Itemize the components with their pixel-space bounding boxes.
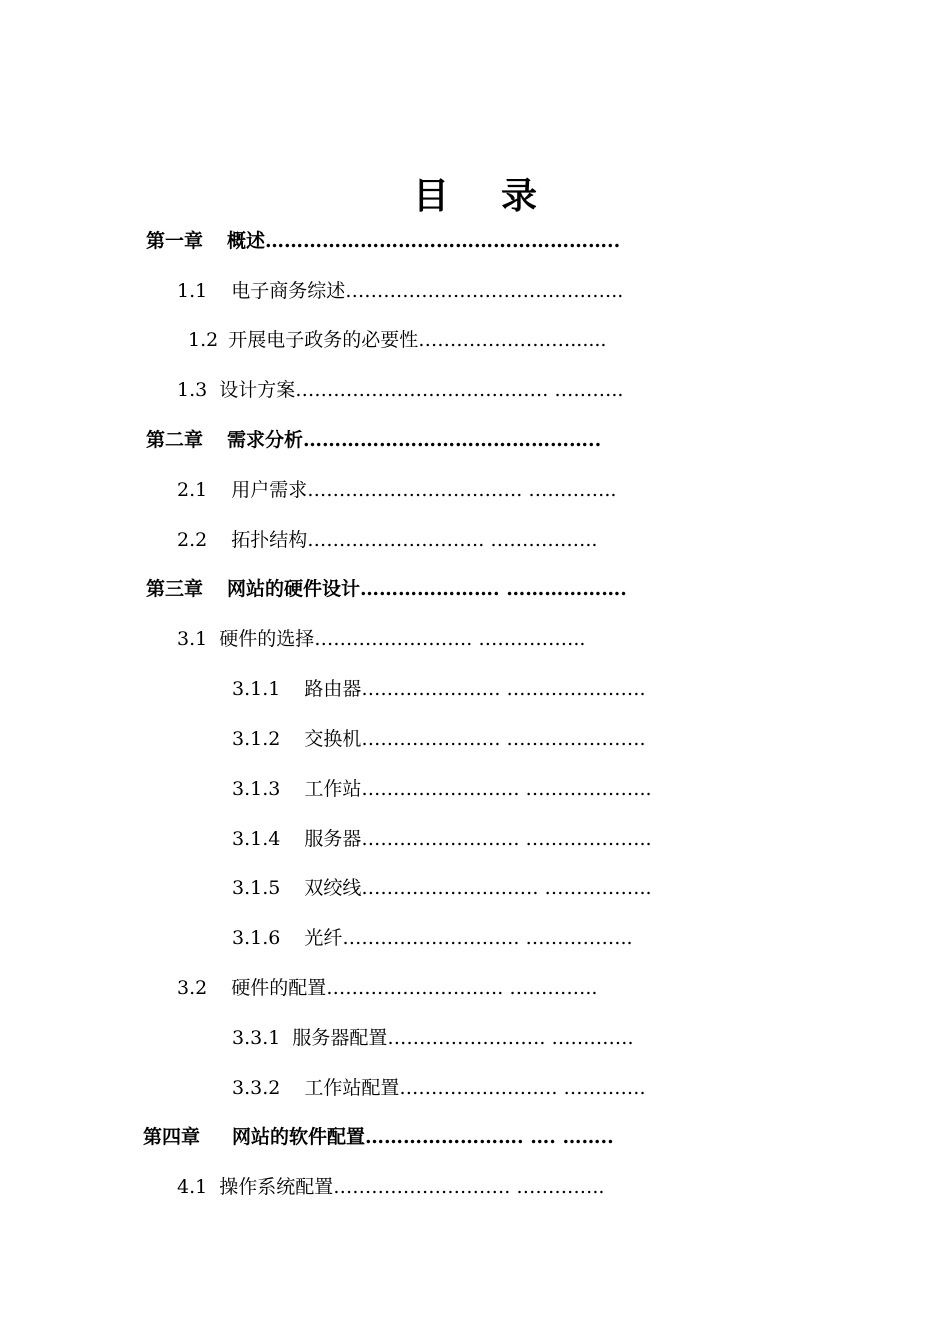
toc-entry-number: 3.1.2 [232, 728, 281, 750]
toc-entry-label: 服务器 [304, 828, 362, 850]
toc-entry-leader: ………………………. ………….. [326, 977, 598, 999]
toc-entry-label: 交换机 [304, 728, 362, 750]
toc-entry-number: 1.2 [188, 329, 219, 351]
toc-entry-chapter[interactable] [146, 574, 627, 604]
toc-entry-section[interactable] [177, 624, 585, 654]
toc-entry-label: 网站的硬件设计 [227, 578, 361, 600]
toc-entry-chapter[interactable] [143, 1122, 614, 1152]
toc-entry-number: 2.2 [177, 529, 208, 551]
toc-entry-section[interactable] [188, 325, 606, 355]
toc-entry-number: 1.1 [177, 280, 208, 302]
toc-entry-label: 概述 [227, 230, 266, 252]
toc-entry-number: 1.3 [177, 379, 208, 401]
toc-entry-leader: ……………………………………….. [303, 429, 602, 451]
toc-entry-number: 第一章 [146, 230, 204, 252]
toc-entry-leader: ………………………. …………….. [361, 877, 652, 899]
toc-entry-number: 3.1 [177, 628, 208, 650]
toc-entry-subsection[interactable] [232, 674, 646, 704]
toc-entry-leader: …………………. …………………. [361, 678, 646, 700]
toc-entry-section[interactable] [177, 475, 616, 505]
toc-entry-leader: ……………………...... [418, 329, 607, 351]
toc-entry-leader: ……………………………………………….. [265, 230, 621, 252]
toc-entry-leader: …………………. ………………. [360, 578, 627, 600]
page-title [0, 168, 950, 219]
toc-entry-subsection[interactable] [232, 923, 633, 953]
toc-entry-leader: ……………………. ……………….. [361, 778, 652, 800]
toc-entry-number: 3.1.4 [232, 828, 281, 850]
toc-entry-number: 3.3.2 [232, 1077, 281, 1099]
toc-entry-number: 3.3.1 [232, 1027, 281, 1049]
toc-entry-subsection[interactable] [232, 724, 646, 754]
toc-entry-leader: ……………………. …………….. [314, 628, 586, 650]
toc-entry-number: 第四章 [143, 1126, 201, 1148]
toc-entry-label: 电子商务综述 [231, 280, 346, 302]
toc-entry-label: 服务器配置 [292, 1027, 388, 1049]
toc-entry-label: 硬件的配置 [231, 977, 327, 999]
toc-entry-label: 光纤 [304, 927, 343, 949]
toc-entry-chapter[interactable] [146, 425, 601, 455]
toc-entry-leader: ……………………. …. …….. [365, 1126, 614, 1148]
toc-entry-leader: …………………………………….. [345, 280, 624, 302]
toc-entry-label: 开展电子政务的必要性 [228, 329, 419, 351]
toc-entry-subsection[interactable] [232, 774, 652, 804]
toc-entry-leader: ……………………. …………. [387, 1027, 634, 1049]
toc-entry-leader: ………………………. …………….. [342, 927, 633, 949]
toc-entry-subsection[interactable] [232, 873, 652, 903]
toc-entry-number: 3.1.1 [232, 678, 281, 700]
toc-entry-label: 路由器 [304, 678, 362, 700]
toc-entry-label: 拓扑结构 [231, 529, 308, 551]
toc-entry-section[interactable] [177, 525, 597, 555]
toc-entry-number: 第三章 [146, 578, 204, 600]
toc-entry-leader: ………………………. …………….. [307, 529, 598, 551]
toc-entry-subsection[interactable] [232, 1073, 646, 1103]
toc-entry-section[interactable] [177, 375, 623, 405]
toc-entry-leader: ……………………. ……………….. [361, 828, 652, 850]
toc-entry-label: 操作系统配置 [219, 1176, 334, 1198]
page-title-char-2: 录 [501, 175, 538, 217]
toc-entry-number: 3.1.6 [232, 927, 281, 949]
toc-entry-leader: …………………………………. ……….. [295, 379, 624, 401]
toc-entry-number: 2.1 [177, 479, 208, 501]
toc-entry-label: 网站的软件配置 [232, 1126, 366, 1148]
toc-entry-number: 3.2 [177, 977, 208, 999]
toc-entry-label: 工作站 [304, 778, 362, 800]
toc-entry-leader: ………………………. ………….. [333, 1176, 605, 1198]
toc-entry-chapter[interactable] [146, 226, 620, 256]
toc-entry-label: 硬件的选择 [219, 628, 315, 650]
toc-entry-subsection[interactable] [232, 824, 652, 854]
toc-entry-label: 需求分析 [227, 429, 304, 451]
toc-entry-section[interactable] [177, 276, 623, 306]
toc-entry-label: 双绞线 [304, 877, 362, 899]
toc-entry-label: 用户需求 [231, 479, 308, 501]
toc-entry-section[interactable] [177, 1172, 604, 1202]
toc-entry-number: 第二章 [146, 429, 204, 451]
toc-entry-label: 工作站配置 [304, 1077, 400, 1099]
page-title-char-1: 目 [412, 175, 449, 217]
toc-entry-number: 3.1.5 [232, 877, 281, 899]
toc-entry-section[interactable] [177, 973, 597, 1003]
toc-entry-leader: ……………………. …………. [399, 1077, 646, 1099]
toc-entry-label: 设计方案 [219, 379, 296, 401]
toc-entry-leader: ……………………………. ………….. [307, 479, 617, 501]
toc-entry-number: 4.1 [177, 1176, 208, 1198]
toc-entry-number: 3.1.3 [232, 778, 281, 800]
toc-entry-leader: …………………. …………………. [361, 728, 646, 750]
toc-entry-subsection[interactable] [232, 1023, 634, 1053]
